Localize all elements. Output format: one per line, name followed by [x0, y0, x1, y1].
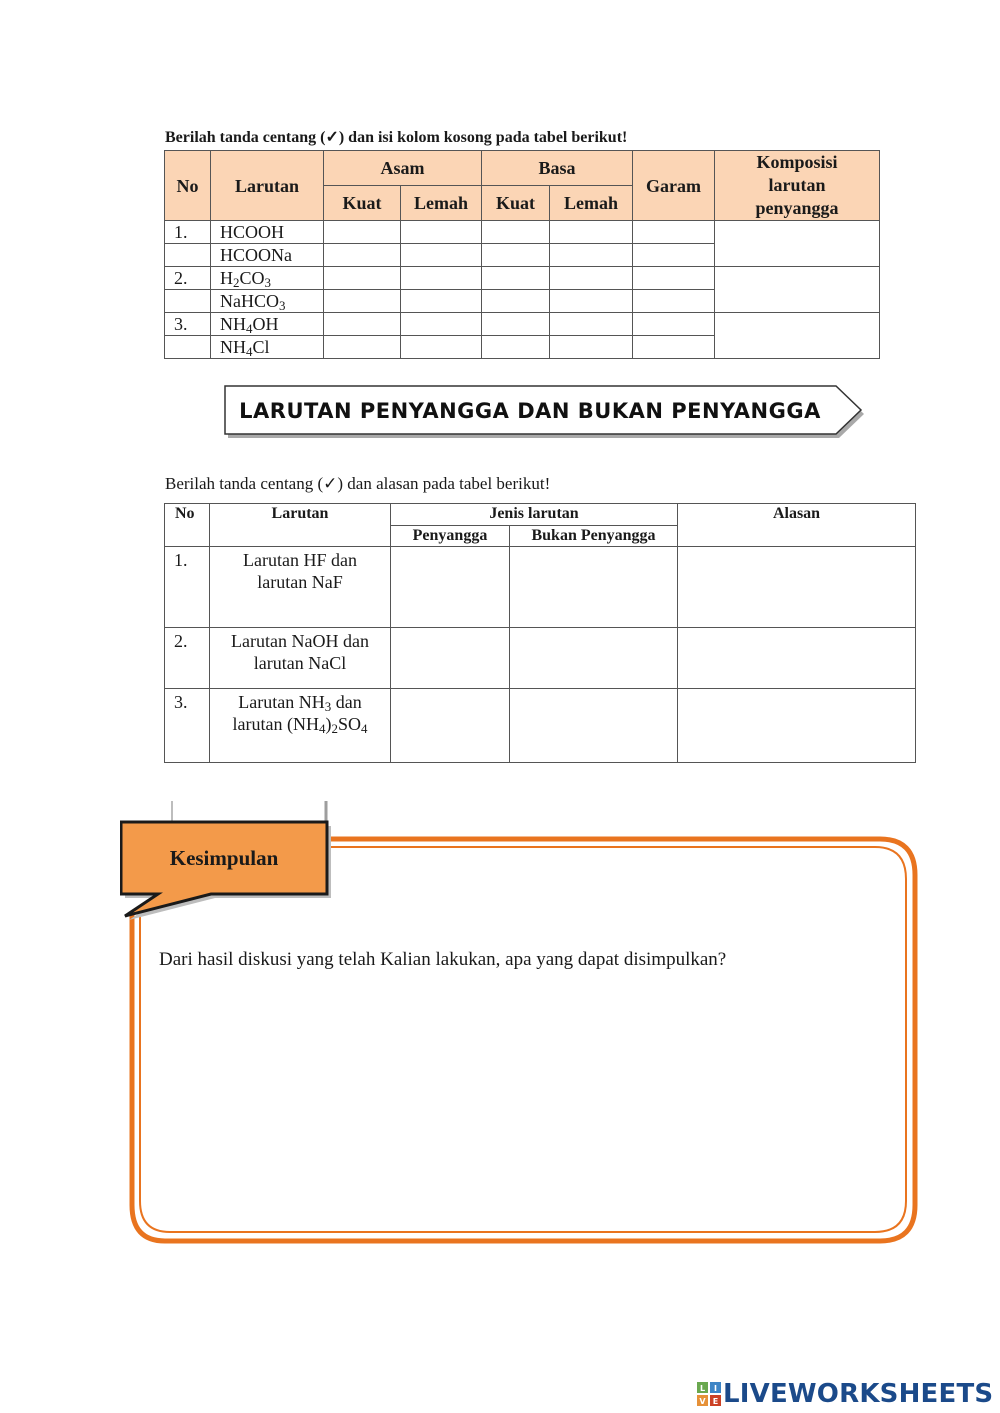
formula-part: HCOONa — [220, 245, 292, 265]
row-no: 2. — [165, 267, 211, 290]
larutan-line — [216, 630, 384, 652]
formula-part: HCOOH — [220, 222, 285, 242]
alasan-answer[interactable] — [678, 689, 916, 763]
check-asam-kuat[interactable] — [324, 290, 401, 313]
logo-mark-letter: L — [699, 1384, 706, 1393]
check-basa-lemah[interactable] — [550, 313, 633, 336]
check-basa-kuat[interactable] — [482, 267, 550, 290]
text-part: Larutan NH — [238, 692, 325, 712]
formula-subscript: 2 — [331, 721, 338, 737]
check-basa-lemah[interactable] — [550, 336, 633, 359]
check-garam[interactable] — [633, 267, 715, 290]
text-part: Larutan HF dan — [243, 550, 357, 570]
larutan-line — [216, 652, 384, 674]
header-asam-kuat: Kuat — [324, 186, 401, 221]
larutan-line — [216, 713, 384, 735]
check-asam-kuat[interactable] — [324, 267, 401, 290]
header-komposisi-line: penyangga — [755, 198, 839, 218]
check-asam-lemah[interactable] — [401, 244, 482, 267]
check-asam-lemah[interactable] — [401, 313, 482, 336]
check-basa-kuat[interactable] — [482, 290, 550, 313]
header-jenis-larutan: Jenis larutan — [391, 504, 678, 526]
larutan-line — [216, 571, 384, 593]
row-larutan — [211, 290, 324, 313]
table1-instruction: Berilah tanda centang (✓) dan isi kolom kosong pada tabel berikut! — [165, 129, 628, 146]
formula-subscript: 4 — [246, 321, 253, 337]
check-basa-kuat[interactable] — [482, 221, 550, 244]
header-larutan: Larutan — [210, 504, 391, 547]
check-basa-kuat[interactable] — [482, 336, 550, 359]
header-basa: Basa — [482, 151, 633, 186]
row-no — [165, 244, 211, 267]
text-part: dan — [331, 692, 362, 712]
kesimpulan-title: Kesimpulan — [169, 845, 279, 870]
formula-part: Cl — [252, 337, 270, 357]
formula-subscript: 3 — [324, 699, 332, 715]
check-bukan-penyangga[interactable] — [510, 628, 678, 689]
banner-title: LARUTAN PENYANGGA DAN BUKAN PENYANGGA — [239, 399, 821, 423]
row-larutan — [210, 628, 391, 689]
check-garam[interactable] — [633, 290, 715, 313]
check-basa-lemah[interactable] — [550, 290, 633, 313]
header-basa-lemah: Lemah — [550, 186, 633, 221]
header-bukan-penyangga: Bukan Penyangga — [510, 526, 678, 547]
text-part: larutan (NH — [232, 714, 319, 734]
row-no: 1. — [165, 547, 210, 628]
check-penyangga[interactable] — [391, 628, 510, 689]
kesimpulan-question: Dari hasil diskusi yang telah Kalian lakukan, apa yang dapat disimpulkan? — [159, 949, 727, 970]
row-no: 1. — [165, 221, 211, 244]
table1 — [164, 150, 880, 359]
komposisi-answer-3[interactable] — [715, 313, 880, 359]
check-basa-kuat[interactable] — [482, 313, 550, 336]
text-part: SO — [337, 714, 361, 734]
row-no — [165, 290, 211, 313]
header-no: No — [165, 151, 211, 221]
formula-subscript: 4 — [319, 721, 326, 737]
row-larutan — [211, 267, 324, 290]
formula-part: OH — [252, 314, 279, 334]
formula-subscript: 4 — [360, 721, 368, 737]
header-komposisi — [715, 151, 880, 221]
larutan-line — [216, 549, 384, 571]
check-bukan-penyangga[interactable] — [510, 689, 678, 763]
formula-part: H — [220, 268, 233, 288]
row-no: 2. — [165, 628, 210, 689]
logo-mark-letter: E — [712, 1397, 719, 1406]
formula-subscript: 4 — [246, 344, 253, 360]
liveworksheets-logo-icon — [697, 1382, 721, 1406]
check-garam[interactable] — [633, 336, 715, 359]
header-basa-kuat: Kuat — [482, 186, 550, 221]
header-alasan: Alasan — [678, 504, 916, 547]
check-asam-lemah[interactable] — [401, 221, 482, 244]
check-basa-lemah[interactable] — [550, 244, 633, 267]
check-asam-lemah[interactable] — [401, 290, 482, 313]
text-part: larutan NaCl — [253, 653, 347, 673]
check-basa-kuat[interactable] — [482, 244, 550, 267]
check-penyangga[interactable] — [391, 689, 510, 763]
check-bukan-penyangga[interactable] — [510, 547, 678, 628]
header-penyangga: Penyangga — [391, 526, 510, 547]
row-larutan — [211, 221, 324, 244]
alasan-answer[interactable] — [678, 628, 916, 689]
check-penyangga[interactable] — [391, 547, 510, 628]
check-asam-lemah[interactable] — [401, 336, 482, 359]
formula-subscript: 3 — [279, 298, 286, 314]
row-larutan — [211, 336, 324, 359]
komposisi-answer-2[interactable] — [715, 267, 880, 313]
check-garam[interactable] — [633, 313, 715, 336]
table2-instruction: Berilah tanda centang (✓) dan alasan pada tabel berikut! — [165, 474, 551, 493]
header-komposisi-line: larutan — [768, 175, 826, 195]
header-garam: Garam — [633, 151, 715, 221]
check-asam-kuat[interactable] — [324, 336, 401, 359]
check-asam-kuat[interactable] — [324, 244, 401, 267]
formula-subscript: 3 — [264, 275, 271, 291]
larutan-line — [216, 691, 384, 713]
row-no: 3. — [165, 689, 210, 763]
logo-mark-letter: V — [699, 1397, 706, 1406]
logo-mark-letter: I — [714, 1384, 717, 1393]
text-part: larutan NaF — [257, 572, 343, 592]
header-asam: Asam — [324, 151, 482, 186]
check-asam-lemah[interactable] — [401, 267, 482, 290]
formula-part: NH — [220, 314, 246, 334]
text-part: Larutan NaOH dan — [231, 631, 369, 651]
text-part: ) — [325, 714, 332, 734]
komposisi-answer-1[interactable] — [715, 221, 880, 267]
logo-text: LIVEWORKSHEETS — [723, 1379, 994, 1409]
check-asam-kuat[interactable] — [324, 313, 401, 336]
header-asam-lemah: Lemah — [401, 186, 482, 221]
table2 — [164, 503, 916, 763]
row-no: 3. — [165, 313, 211, 336]
alasan-answer[interactable] — [678, 547, 916, 628]
row-larutan — [210, 689, 391, 763]
header-komposisi-line: Komposisi — [756, 152, 838, 172]
row-larutan — [210, 547, 391, 628]
formula-part: NH — [220, 337, 246, 357]
formula-part: CO — [239, 268, 265, 288]
row-larutan — [211, 244, 324, 267]
check-garam[interactable] — [633, 221, 715, 244]
check-garam[interactable] — [633, 244, 715, 267]
formula-subscript: 2 — [233, 275, 240, 291]
header-no: No — [165, 504, 210, 547]
check-basa-lemah[interactable] — [550, 267, 633, 290]
formula-part: NaHCO — [220, 291, 279, 311]
row-no — [165, 336, 211, 359]
check-asam-kuat[interactable] — [324, 221, 401, 244]
check-basa-lemah[interactable] — [550, 221, 633, 244]
header-larutan: Larutan — [211, 151, 324, 221]
section-banner — [224, 384, 866, 438]
row-larutan — [211, 313, 324, 336]
liveworksheets-logo — [697, 1376, 993, 1412]
kesimpulan-answer-area[interactable] — [155, 990, 895, 1220]
